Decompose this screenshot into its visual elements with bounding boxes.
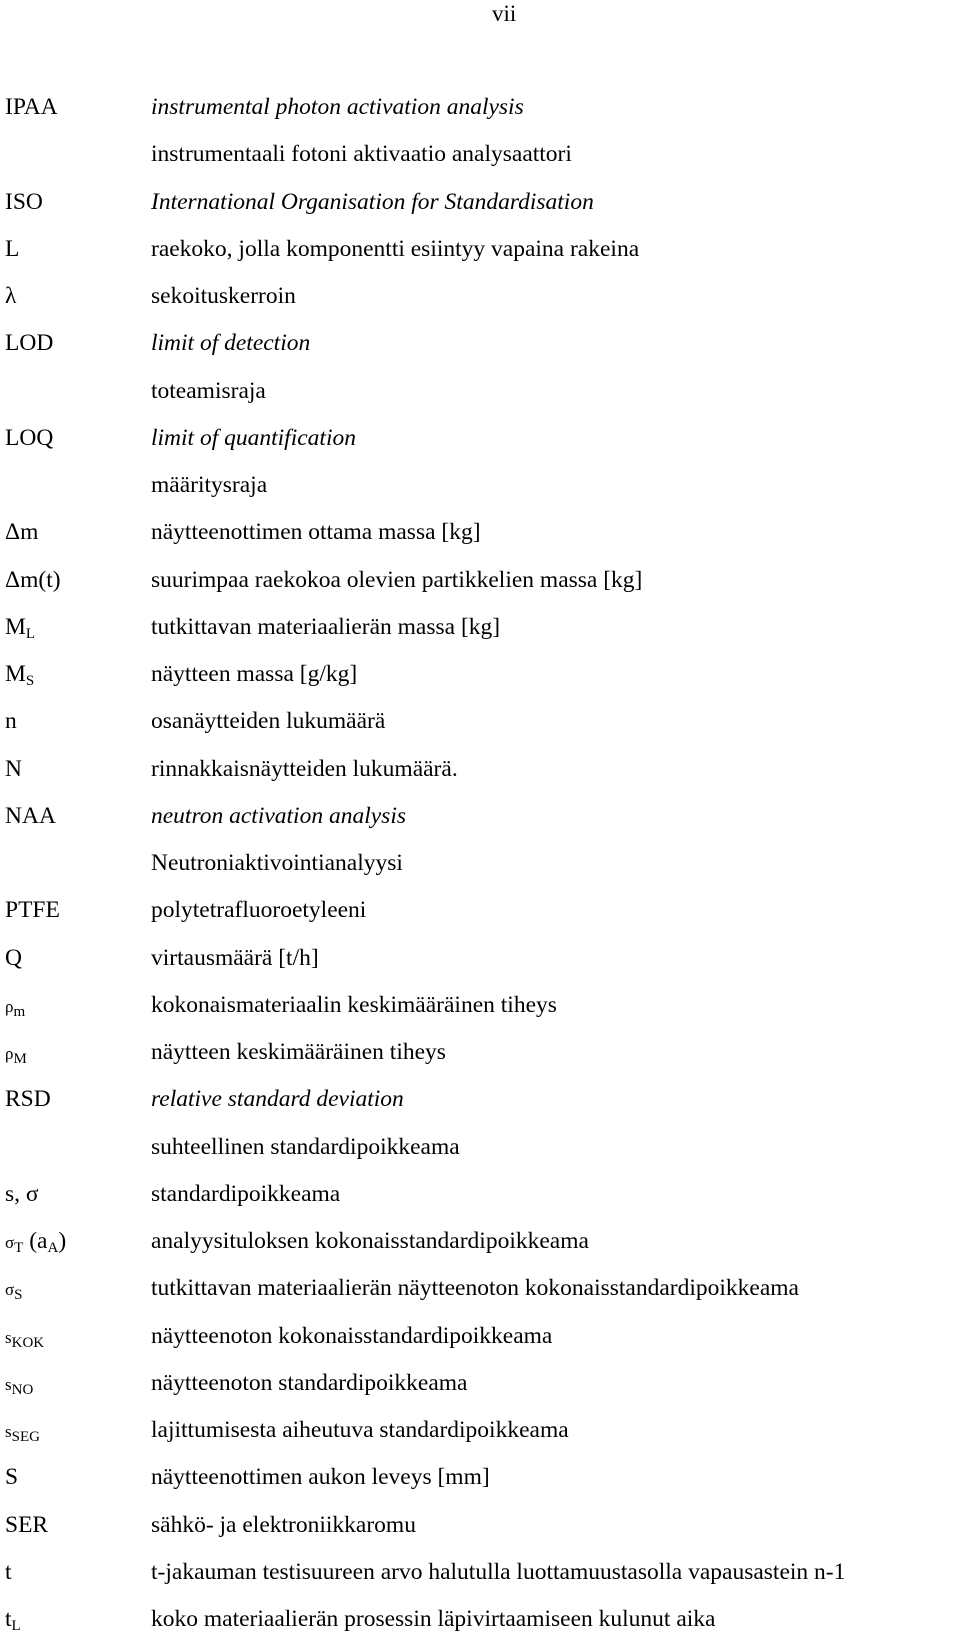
abbreviation-definition: näytteenottimen ottama massa [kg]: [151, 519, 481, 546]
abbreviation-definition: koko materiaalierän prosessin läpivirtaamiseen kulunut aika: [151, 1606, 716, 1632]
abbreviation-definition: sähkö- ja elektroniikkaromu: [151, 1511, 416, 1538]
list-item: [0, 801, 960, 848]
abbreviation-definition: tutkittavan materiaalierän näytteenoton kokonaisstandardipoikkeama: [151, 1275, 799, 1302]
term-symbol: s: [5, 1374, 12, 1394]
list-item: [0, 376, 960, 423]
list-item: [0, 281, 960, 328]
list-item: [0, 1084, 960, 1131]
abbreviation-definition: polytetrafluoroetyleeni: [151, 897, 367, 924]
list-item: [0, 565, 960, 612]
term-symbol: RSD: [5, 1086, 51, 1113]
abbreviation-definition: toteamisraja: [151, 377, 266, 404]
term-symbol: SER: [5, 1511, 49, 1538]
list-item: [0, 754, 960, 801]
abbreviation-term: [5, 234, 19, 264]
abbreviation-term: [5, 990, 25, 1027]
abbreviation-term: [5, 423, 53, 453]
term-symbol: Δm(t): [5, 566, 61, 593]
term-symbol: ρ: [5, 1044, 14, 1063]
abbreviation-term: [5, 1226, 66, 1263]
abbreviation-term: [5, 895, 60, 925]
abbreviation-definition: instrumentaali fotoni aktivaatio analysaattori: [151, 141, 572, 168]
list-item: [0, 1557, 960, 1604]
abbreviation-definition: näytteen keskimääräinen tiheys: [151, 1039, 446, 1065]
abbreviation-definition: suhteellinen standardipoikkeama: [151, 1133, 460, 1160]
term-subscript: L: [25, 625, 36, 642]
list-item: [0, 848, 960, 895]
abbreviation-definition: rinnakkaisnäytteiden lukumäärä.: [151, 755, 458, 782]
abbreviation-term: [5, 517, 38, 547]
abbreviation-definition: analyysituloksen kokonaisstandardipoikkeama: [151, 1228, 589, 1254]
abbreviation-term: [5, 1084, 51, 1114]
term-subscript: NO: [11, 1381, 34, 1398]
abbreviation-definition: lajittumisesta aiheutuva standardipoikkeama: [151, 1417, 569, 1443]
list-item: [0, 187, 960, 234]
abbreviation-term: [5, 1368, 33, 1405]
term-symbol: s: [5, 1327, 12, 1347]
term-symbol: σ: [5, 1280, 15, 1300]
abbreviation-definition: osanäytteiden lukumäärä: [151, 708, 386, 735]
abbreviation-definition: kokonaismateriaalin keskimääräinen tiheys: [151, 991, 557, 1018]
abbreviation-definition: limit of quantification: [151, 424, 356, 451]
abbreviation-definition: neutron activation analysis: [151, 802, 406, 829]
abbreviation-definition: tutkittavan materiaalierän massa [kg]: [151, 613, 501, 640]
term-suffix: (a: [23, 1228, 48, 1254]
abbreviation-term: [5, 1179, 39, 1209]
term-symbol: t: [5, 1606, 12, 1632]
page-number: vii: [492, 1, 517, 26]
term-subscript: M: [13, 1051, 27, 1067]
list-item: [0, 1604, 960, 1651]
term-symbol: s: [5, 1422, 12, 1441]
list-item: [0, 1368, 960, 1415]
abbreviation-term: [5, 328, 53, 358]
abbreviation-term: [5, 706, 17, 736]
list-item: [0, 234, 960, 281]
list-item: [0, 1179, 960, 1226]
term-symbol: N: [5, 755, 22, 782]
term-symbol: NAA: [5, 802, 56, 829]
list-item: [0, 659, 960, 706]
abbreviation-term: [5, 754, 22, 784]
abbreviation-definition: näytteenoton standardipoikkeama: [151, 1369, 468, 1396]
list-item: [0, 517, 960, 564]
abbreviation-term: [5, 1037, 27, 1074]
abbreviation-definition: sekoituskerroin: [151, 283, 296, 309]
abbreviation-definition: relative standard deviation: [151, 1086, 404, 1113]
abbreviation-term: [5, 801, 56, 831]
list-item: [0, 423, 960, 470]
term-symbol: LOQ: [5, 424, 54, 451]
term-suffix: ): [58, 1228, 67, 1254]
list-item: [0, 470, 960, 517]
term-symbol: PTFE: [5, 897, 60, 924]
abbreviation-term: [5, 565, 61, 595]
abbreviation-definition: määritysraja: [151, 472, 268, 498]
term-symbol: LOD: [5, 330, 54, 357]
abbreviation-term: [5, 281, 16, 311]
abbreviation-term: [5, 1462, 18, 1492]
abbreviation-term: [5, 1604, 21, 1641]
list-item: [0, 895, 960, 942]
abbreviation-term: [5, 1510, 48, 1540]
list-item: [0, 1273, 960, 1320]
abbreviation-definition: standardipoikkeama: [151, 1180, 341, 1207]
term-symbol: s, σ: [5, 1180, 39, 1207]
list-item: [0, 1037, 960, 1084]
list-item: [0, 1321, 960, 1368]
term-symbol: L: [5, 235, 20, 262]
abbreviation-definition: International Organisation for Standardisation: [151, 188, 594, 215]
term-subscript: KOK: [11, 1334, 45, 1351]
list-item: [0, 706, 960, 753]
term-symbol: ρ: [5, 996, 14, 1016]
term-subscript: T: [14, 1240, 24, 1256]
term-subscript: SEG: [11, 1429, 40, 1445]
term-subscript: S: [25, 673, 35, 689]
list-item: [0, 1226, 960, 1273]
list-item: [0, 1462, 960, 1509]
term-subscript: S: [14, 1287, 23, 1304]
term-symbol: σ: [5, 1233, 15, 1252]
abbreviation-definition: näytteen massa [g/kg]: [151, 661, 358, 687]
term-symbol: M: [5, 613, 26, 640]
list-item: [0, 1510, 960, 1557]
abbreviation-list: [0, 92, 960, 1651]
list-item: [0, 943, 960, 990]
abbreviation-term: [5, 1273, 23, 1310]
term-symbol: ISO: [5, 188, 43, 215]
term-symbol: Δm: [5, 519, 39, 546]
abbreviation-definition: limit of detection: [151, 330, 311, 357]
abbreviation-definition: suurimpaa raekokoa olevien partikkelien massa [kg]: [151, 566, 643, 593]
abbreviation-definition: t-jakauman testisuureen arvo halutulla luottamuustasolla vapausastein n-1: [151, 1558, 846, 1585]
abbreviation-term: [5, 1557, 12, 1587]
term-symbol: M: [5, 661, 26, 687]
abbreviation-definition: instrumental photon activation analysis: [151, 94, 524, 120]
abbreviation-definition: Neutroniaktivointianalyysi: [151, 850, 403, 876]
term-symbol: t: [5, 1558, 12, 1585]
list-item: [0, 92, 960, 139]
list-item: [0, 328, 960, 375]
abbreviation-term: [5, 187, 43, 217]
term-symbol: Q: [5, 944, 22, 971]
abbreviation-term: [5, 943, 22, 973]
abbreviation-term: [5, 92, 58, 122]
abbreviation-term: [5, 1415, 40, 1452]
abbreviation-definition: raekoko, jolla komponentti esiintyy vapaina rakeina: [151, 235, 640, 262]
abbreviation-term: [5, 659, 34, 696]
list-item: [0, 139, 960, 186]
term-subscript: m: [13, 1003, 26, 1020]
abbreviation-term: [5, 612, 35, 649]
list-item: [0, 612, 960, 659]
term-symbol: IPAA: [5, 94, 58, 120]
list-item: [0, 1415, 960, 1462]
term-subscript: A: [47, 1240, 59, 1256]
term-symbol: λ: [5, 283, 17, 309]
list-item: [0, 1132, 960, 1179]
abbreviation-term: [5, 1321, 44, 1358]
list-item: [0, 990, 960, 1037]
term-symbol: n: [5, 708, 17, 735]
abbreviation-definition: näytteenottimen aukon leveys [mm]: [151, 1464, 490, 1491]
term-subscript: L: [11, 1618, 21, 1634]
abbreviation-definition: näytteenoton kokonaisstandardipoikkeama: [151, 1322, 553, 1349]
term-symbol: S: [5, 1464, 19, 1491]
abbreviation-definition: virtausmäärä [t/h]: [151, 944, 319, 971]
